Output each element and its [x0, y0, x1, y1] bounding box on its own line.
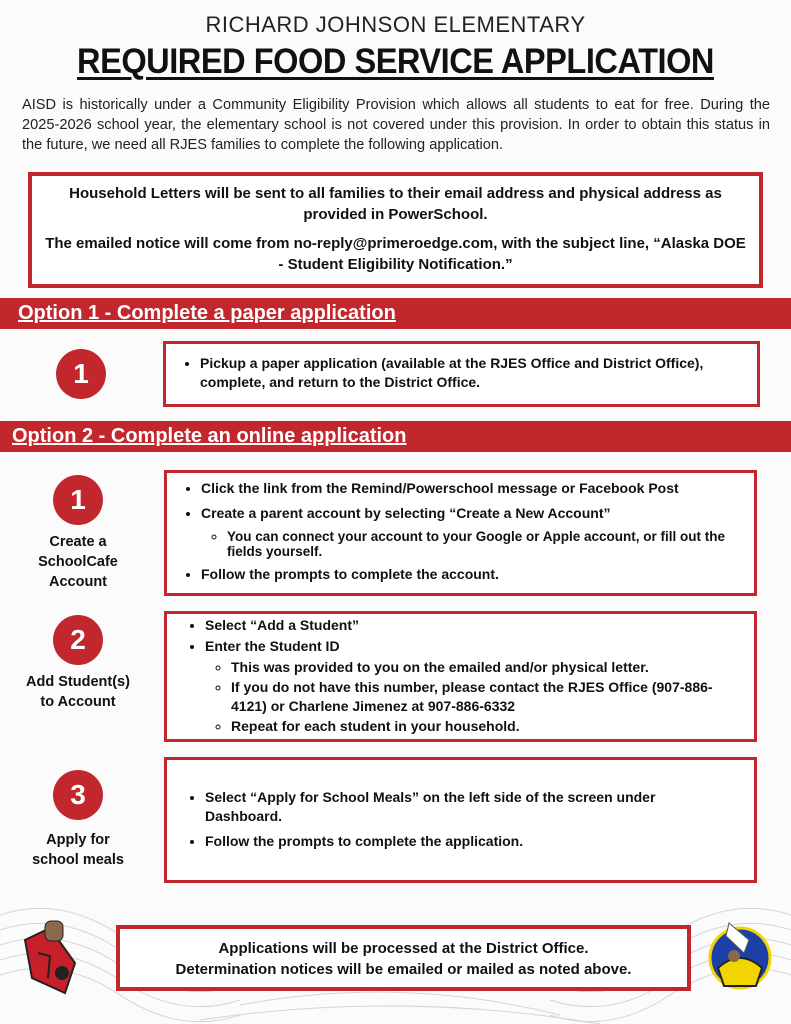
school-mascot-logo-icon: [704, 918, 774, 990]
notice-line-2: The emailed notice will come from no-reply@primeroedge.com, with the subject line, “Alaska DOE - Student Eligibility Notification.”: [45, 235, 746, 273]
sub-bullet: ◦ This was provided to you on the emailed and/or physical letter.: [231, 658, 736, 677]
step1-number: 1: [53, 475, 103, 525]
bullet: • Click the link from the Remind/Powerschool message or Facebook Post: [201, 479, 736, 498]
sub-bullet: ◦ You can connect your account to your Google or Apple account, or fill out the fields yourself.: [227, 529, 736, 559]
step2-box: [164, 611, 757, 742]
step3-number: 3: [53, 770, 103, 820]
step3-box: [164, 757, 757, 883]
option1-step-box: [163, 341, 760, 407]
footer-line-1: Applications will be processed at the District Office.: [218, 940, 589, 957]
step1-box: [164, 470, 757, 596]
bullet: • Pickup a paper application (available at the RJES Office and District Office), complete, and return to the District Office.: [200, 354, 739, 392]
native-art-figure-icon: [20, 918, 90, 998]
bullet: • Follow the prompts to complete the account.: [201, 565, 736, 584]
bullet: • Follow the prompts to complete the application.: [205, 832, 736, 851]
option1-heading: Option 1 - Complete a paper application: [0, 298, 791, 329]
bullet: Enter the Student ID: [205, 638, 340, 654]
bullet: • Select “Apply for School Meals” on the left side of the screen under Dashboard.: [205, 788, 736, 826]
page-title: REQUIRED FOOD SERVICE APPLICATION: [77, 42, 714, 81]
sub-bullet: ◦ Repeat for each student in your household.: [231, 717, 736, 736]
step2-number: 2: [53, 615, 103, 665]
step1-label: Create a SchoolCafe Account: [38, 534, 118, 590]
sub-bullet: ◦ If you do not have this number, please contact the RJES Office (907-886-4121) or Charlene Jimenez at 907-886-6332: [231, 678, 736, 716]
footer-line-2: Determination notices will be emailed or mailed as noted above.: [175, 961, 632, 978]
intro-paragraph: AISD is historically under a Community Eligibility Provision which allows all students to eat for free. During the 2025-2026 school year, the elementary school is not covered under this provision. In order to obtain this status in the future, we need all RJES families to complete the following application.: [22, 97, 770, 153]
notice-line-1: Household Letters will be sent to all families to their email address and physical address as provided in PowerSchool.: [69, 185, 722, 223]
school-name: RICHARD JOHNSON ELEMENTARY: [205, 12, 586, 37]
bullet: Create a parent account by selecting “Create a New Account”: [201, 505, 611, 521]
option1-step-number: 1: [56, 349, 106, 399]
bullet: • Select “Add a Student”: [205, 616, 736, 635]
notice-box: [28, 172, 763, 288]
footer-box: [116, 925, 691, 991]
step2-label: Add Student(s) to Account: [26, 674, 130, 710]
option2-heading: Option 2 - Complete an online application: [0, 421, 791, 452]
step3-label: Apply for school meals: [32, 832, 124, 868]
